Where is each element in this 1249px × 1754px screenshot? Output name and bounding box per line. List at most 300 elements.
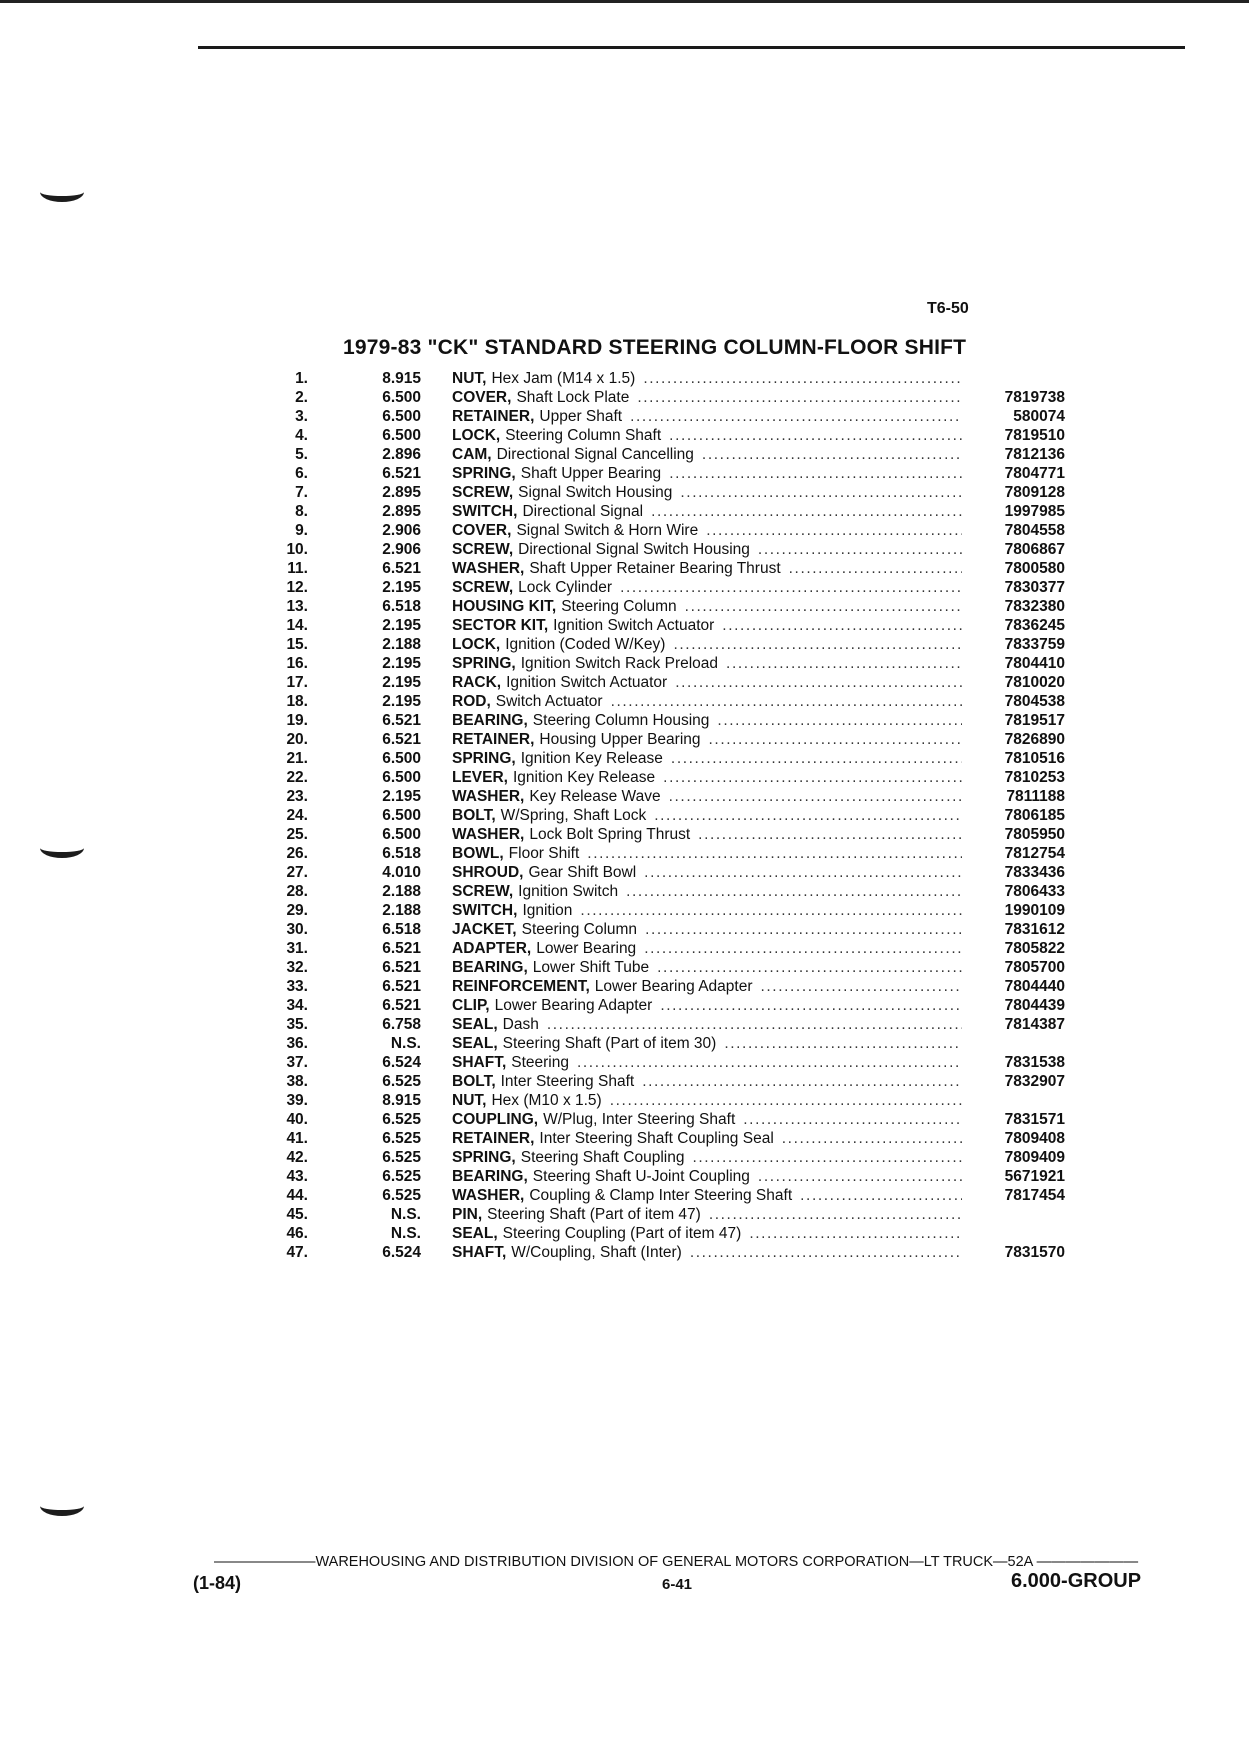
part-description [452, 578, 962, 597]
part-row [270, 1015, 1070, 1034]
leader-dots [750, 540, 962, 559]
part-name: WASHER, [452, 1187, 525, 1204]
part-name: REINFORCEMENT, [452, 978, 590, 995]
part-row [270, 825, 1070, 844]
part-number: 7804771 [1004, 465, 1065, 482]
group-number: 6.500 [382, 427, 421, 444]
group-number: 6.500 [382, 769, 421, 786]
part-row [270, 787, 1070, 806]
leader-dots [716, 1034, 962, 1053]
part-detail: W/Plug, Inter Steering Shaft [543, 1111, 736, 1128]
group-number: 6.525 [382, 1149, 421, 1166]
leader-dots [694, 445, 962, 464]
part-name: PIN, [452, 1206, 483, 1223]
part-detail: W/Coupling, Shaft (Inter) [511, 1244, 682, 1261]
footer-page-number: 6-41 [662, 1576, 693, 1593]
part-detail: Switch Actuator [495, 693, 603, 710]
part-description [452, 768, 962, 787]
part-detail: Ignition Key Release [520, 750, 663, 767]
leader-dots [646, 806, 962, 825]
part-row [270, 407, 1070, 426]
part-detail: Steering [511, 1054, 569, 1071]
leader-dots [649, 958, 962, 977]
part-row [270, 996, 1070, 1015]
part-name: BEARING, [452, 959, 528, 976]
item-number: 30. [286, 921, 308, 938]
part-description [452, 483, 962, 502]
group-number: 2.195 [382, 617, 421, 634]
part-detail: Inter Steering Shaft [500, 1073, 635, 1090]
group-number: 6.521 [382, 712, 421, 729]
part-name: RETAINER, [452, 731, 535, 748]
part-description [452, 920, 962, 939]
group-number: 6.521 [382, 997, 421, 1014]
part-row [270, 958, 1070, 977]
part-description [452, 1015, 962, 1034]
part-detail: Lower Shift Tube [532, 959, 650, 976]
page-code: T6-50 [927, 300, 969, 317]
item-number: 46. [286, 1225, 308, 1242]
item-number: 18. [286, 693, 308, 710]
item-number: 39. [286, 1092, 308, 1109]
item-number: 9. [295, 522, 308, 539]
part-detail: Ignition Switch [518, 883, 619, 900]
part-detail: Gear Shift Bowl [528, 864, 637, 881]
group-number: 6.758 [382, 1016, 421, 1033]
part-detail: Ignition Switch Rack Preload [520, 655, 719, 672]
part-detail: Ignition Key Release [512, 769, 656, 786]
group-number: 6.521 [382, 959, 421, 976]
item-number: 32. [286, 959, 308, 976]
group-number: 6.524 [382, 1054, 421, 1071]
part-name: BOLT, [452, 807, 496, 824]
part-description [452, 1034, 962, 1053]
part-row [270, 1129, 1070, 1148]
part-detail: Directional Signal [522, 503, 644, 520]
leader-dots [655, 768, 962, 787]
leader-dots [684, 1148, 962, 1167]
part-number: 7804439 [1004, 997, 1065, 1014]
part-number: 7831570 [1004, 1244, 1065, 1261]
part-row [270, 1110, 1070, 1129]
part-number: 7804440 [1004, 978, 1065, 995]
part-name: BEARING, [452, 1168, 528, 1185]
part-detail: Dash [502, 1016, 539, 1033]
part-number: 7814387 [1004, 1016, 1065, 1033]
group-number: 6.521 [382, 940, 421, 957]
group-number: N.S. [390, 1206, 421, 1223]
part-detail: Lower Bearing Adapter [594, 978, 753, 995]
item-number: 42. [286, 1149, 308, 1166]
part-name: SHAFT, [452, 1054, 507, 1071]
group-number: 6.518 [382, 921, 421, 938]
part-detail: Shaft Lock Plate [516, 389, 630, 406]
leader-dots [579, 844, 962, 863]
part-description [452, 901, 962, 920]
part-name: SEAL, [452, 1016, 498, 1033]
part-name: RACK, [452, 674, 502, 691]
part-row [270, 445, 1070, 464]
page-top-border [0, 0, 1249, 3]
group-number: 2.896 [382, 446, 421, 463]
part-description [452, 1110, 962, 1129]
group-number: 6.521 [382, 465, 421, 482]
part-number: 5671921 [1004, 1168, 1065, 1185]
part-number: 7812136 [1004, 446, 1065, 463]
binder-hole-mark [40, 182, 84, 202]
header-rule [198, 46, 1185, 49]
item-number: 41. [286, 1130, 308, 1147]
group-number: 2.195 [382, 674, 421, 691]
group-number: 2.188 [382, 902, 421, 919]
binder-hole-mark [40, 838, 84, 858]
part-detail: Housing Upper Bearing [539, 731, 701, 748]
group-number: 6.524 [382, 1244, 421, 1261]
part-detail: Steering Column [521, 921, 638, 938]
part-name: JACKET, [452, 921, 517, 938]
part-name: CAM, [452, 446, 492, 463]
item-number: 24. [286, 807, 308, 824]
part-name: LEVER, [452, 769, 508, 786]
item-number: 40. [286, 1111, 308, 1128]
part-row [270, 521, 1070, 540]
part-detail: Lower Bearing Adapter [494, 997, 653, 1014]
leader-dots [735, 1110, 962, 1129]
leader-dots [661, 426, 962, 445]
part-number: 7806185 [1004, 807, 1065, 824]
leader-dots [539, 1015, 962, 1034]
part-row [270, 1091, 1070, 1110]
leader-dots [612, 578, 962, 597]
part-number: 7812754 [1004, 845, 1065, 862]
leader-dots [652, 996, 962, 1015]
part-row [270, 616, 1070, 635]
leader-dots [637, 920, 962, 939]
part-detail: Hex Jam (M14 x 1.5) [491, 370, 636, 387]
part-detail: Ignition Switch Actuator [553, 617, 715, 634]
part-name: COVER, [452, 522, 512, 539]
part-name: SHAFT, [452, 1244, 507, 1261]
part-row [270, 730, 1070, 749]
group-number: 6.525 [382, 1111, 421, 1128]
group-number: 6.521 [382, 978, 421, 995]
part-description [452, 863, 962, 882]
item-number: 22. [286, 769, 308, 786]
part-row [270, 540, 1070, 559]
leader-dots [622, 407, 962, 426]
leader-dots [709, 711, 962, 730]
item-number: 11. [287, 560, 308, 577]
leader-dots [667, 673, 962, 692]
leader-dots [569, 1053, 962, 1072]
part-row [270, 1148, 1070, 1167]
part-description [452, 616, 962, 635]
leader-dots [572, 901, 962, 920]
leader-dots [635, 369, 962, 388]
part-description [452, 958, 962, 977]
part-row [270, 1205, 1070, 1224]
part-number: 7806867 [1004, 541, 1065, 558]
item-number: 7. [295, 484, 308, 501]
leader-dots [636, 863, 962, 882]
group-number: N.S. [390, 1035, 421, 1052]
part-detail: Signal Switch & Horn Wire [516, 522, 699, 539]
leader-dots [634, 1072, 962, 1091]
leader-dots [690, 825, 962, 844]
part-description [452, 1205, 962, 1224]
item-number: 31. [286, 940, 308, 957]
part-number: 7819510 [1004, 427, 1065, 444]
part-row [270, 559, 1070, 578]
leader-dots [643, 502, 962, 521]
part-row [270, 901, 1070, 920]
part-description [452, 1148, 962, 1167]
leader-dots [661, 787, 962, 806]
part-description [452, 882, 962, 901]
part-name: SPRING, [452, 465, 516, 482]
part-detail: Floor Shift [508, 845, 580, 862]
leader-dots [672, 483, 962, 502]
part-name: COUPLING, [452, 1111, 539, 1128]
item-number: 23. [286, 788, 308, 805]
part-number: 7811188 [1006, 788, 1065, 805]
part-number: 7804410 [1004, 655, 1065, 672]
footer-group: 6.000-GROUP [1011, 1570, 1142, 1592]
part-name: SPRING, [452, 655, 516, 672]
part-row [270, 749, 1070, 768]
part-description [452, 654, 962, 673]
part-detail: Inter Steering Shaft Coupling Seal [539, 1130, 774, 1147]
part-description [452, 388, 962, 407]
part-row [270, 483, 1070, 502]
part-row [270, 502, 1070, 521]
part-name: LOCK, [452, 636, 501, 653]
item-number: 3. [295, 408, 308, 425]
part-description [452, 635, 962, 654]
part-detail: Steering Column Shaft [505, 427, 662, 444]
binder-hole-mark [40, 1496, 84, 1516]
part-description [452, 1186, 962, 1205]
item-number: 5. [295, 446, 308, 463]
leader-dots [677, 597, 962, 616]
part-detail: Steering Shaft U-Joint Coupling [532, 1168, 750, 1185]
leader-dots [698, 521, 962, 540]
part-description [452, 1072, 962, 1091]
leader-dots [602, 1091, 962, 1110]
part-number: 1997985 [1004, 503, 1065, 520]
group-number: 2.195 [382, 788, 421, 805]
group-number: 2.906 [382, 522, 421, 539]
part-detail: Hex (M10 x 1.5) [491, 1092, 602, 1109]
leader-dots [682, 1243, 962, 1262]
part-name: SECTOR KIT, [452, 617, 549, 634]
item-number: 20. [286, 731, 308, 748]
part-detail: Ignition Switch Actuator [506, 674, 668, 691]
part-name: SPRING, [452, 1149, 516, 1166]
part-description [452, 673, 962, 692]
item-number: 12. [286, 579, 308, 596]
item-number: 35. [286, 1016, 308, 1033]
group-number: 6.525 [382, 1168, 421, 1185]
part-description [452, 939, 962, 958]
part-row [270, 635, 1070, 654]
leader-dots [752, 977, 962, 996]
part-name: WASHER, [452, 826, 525, 843]
parts-list [270, 369, 1070, 1262]
part-number: 7805822 [1004, 940, 1065, 957]
part-detail: Coupling & Clamp Inter Steering Shaft [529, 1187, 793, 1204]
part-number: 7809409 [1004, 1149, 1065, 1166]
group-number: 8.915 [382, 1092, 421, 1109]
item-number: 47. [286, 1244, 308, 1261]
part-name: RETAINER, [452, 1130, 535, 1147]
leader-dots [750, 1167, 962, 1186]
part-row [270, 673, 1070, 692]
group-number: N.S. [390, 1225, 421, 1242]
leader-dots [629, 388, 962, 407]
part-description [452, 1053, 962, 1072]
item-number: 13. [286, 598, 308, 615]
part-number: 7830377 [1004, 579, 1065, 596]
part-description [452, 996, 962, 1015]
item-number: 26. [286, 845, 308, 862]
part-row [270, 654, 1070, 673]
part-description [452, 445, 962, 464]
group-number: 6.500 [382, 750, 421, 767]
item-number: 2. [295, 389, 308, 406]
part-detail: Lock Cylinder [518, 579, 613, 596]
part-number: 7817454 [1004, 1187, 1065, 1204]
part-description [452, 1091, 962, 1110]
part-row [270, 939, 1070, 958]
part-number: 7809408 [1004, 1130, 1065, 1147]
group-number: 2.195 [382, 655, 421, 672]
part-number: 7832380 [1004, 598, 1065, 615]
part-row [270, 882, 1070, 901]
item-number: 16. [286, 655, 308, 672]
part-row [270, 1034, 1070, 1053]
part-detail: Steering Column Housing [532, 712, 710, 729]
item-number: 38. [286, 1073, 308, 1090]
part-number: 7810516 [1004, 750, 1065, 767]
leader-dots [661, 464, 962, 483]
part-name: COVER, [452, 389, 512, 406]
part-number: 7831571 [1004, 1111, 1065, 1128]
part-name: SCREW, [452, 579, 514, 596]
item-number: 37. [286, 1054, 308, 1071]
part-row [270, 1243, 1070, 1262]
item-number: 14. [286, 617, 308, 634]
part-name: SCREW, [452, 484, 514, 501]
part-description [452, 1224, 962, 1243]
group-number: 6.521 [382, 560, 421, 577]
group-number: 2.188 [382, 883, 421, 900]
part-name: WASHER, [452, 788, 525, 805]
leader-dots [603, 692, 962, 711]
leader-dots [714, 616, 962, 635]
item-number: 27. [286, 864, 308, 881]
group-number: 6.521 [382, 731, 421, 748]
part-description [452, 787, 962, 806]
group-number: 4.010 [382, 864, 421, 881]
part-description [452, 825, 962, 844]
part-detail: Steering Shaft (Part of item 30) [502, 1035, 717, 1052]
part-row [270, 1186, 1070, 1205]
part-number: 7804558 [1004, 522, 1065, 539]
part-number: 7833436 [1004, 864, 1065, 881]
part-name: BOLT, [452, 1073, 496, 1090]
part-name: BEARING, [452, 712, 528, 729]
item-number: 25. [286, 826, 308, 843]
part-description [452, 1243, 962, 1262]
part-number: 7805700 [1004, 959, 1065, 976]
group-number: 6.500 [382, 389, 421, 406]
part-number: 7805950 [1004, 826, 1065, 843]
part-row [270, 426, 1070, 445]
part-number: 1990109 [1004, 902, 1065, 919]
part-row [270, 1167, 1070, 1186]
part-row [270, 806, 1070, 825]
part-number: 7810253 [1004, 769, 1065, 786]
part-name: SHROUD, [452, 864, 524, 881]
part-number: 7810020 [1004, 674, 1065, 691]
group-number: 6.500 [382, 826, 421, 843]
item-number: 19. [286, 712, 308, 729]
item-number: 28. [286, 883, 308, 900]
group-number: 2.188 [382, 636, 421, 653]
part-name: BOWL, [452, 845, 504, 862]
item-number: 10. [286, 541, 308, 558]
part-detail: Lock Bolt Spring Thrust [529, 826, 691, 843]
part-description [452, 1167, 962, 1186]
item-number: 36. [286, 1035, 308, 1052]
part-description [452, 464, 962, 483]
group-number: 2.895 [382, 503, 421, 520]
part-detail: Steering Column [561, 598, 677, 615]
part-number: 7831538 [1004, 1054, 1065, 1071]
group-number: 2.195 [382, 693, 421, 710]
part-detail: Directional Signal Switch Housing [518, 541, 750, 558]
part-description [452, 407, 962, 426]
part-number: 7804538 [1004, 693, 1065, 710]
part-row [270, 578, 1070, 597]
group-number: 2.906 [382, 541, 421, 558]
leader-dots [636, 939, 962, 958]
item-number: 1. [295, 370, 308, 387]
footer-date: (1-84) [193, 1573, 242, 1593]
item-number: 15. [286, 636, 308, 653]
part-row [270, 711, 1070, 730]
part-detail: Steering Shaft (Part of item 47) [487, 1206, 701, 1223]
item-number: 43. [286, 1168, 308, 1185]
part-row [270, 768, 1070, 787]
group-number: 8.915 [382, 370, 421, 387]
page-title: 1979-83 "CK" STANDARD STEERING COLUMN-FLOOR SHIFT [343, 336, 967, 359]
part-row [270, 920, 1070, 939]
leader-dots [701, 1205, 962, 1224]
part-row [270, 1072, 1070, 1091]
part-row [270, 597, 1070, 616]
item-number: 33. [286, 978, 308, 995]
part-description [452, 426, 962, 445]
part-name: NUT, [452, 1092, 487, 1109]
leader-dots [618, 882, 962, 901]
group-number: 6.518 [382, 598, 421, 615]
part-number: 7831612 [1004, 921, 1065, 938]
part-row [270, 464, 1070, 483]
part-description [452, 597, 962, 616]
part-detail: Ignition (Coded W/Key) [505, 636, 666, 653]
